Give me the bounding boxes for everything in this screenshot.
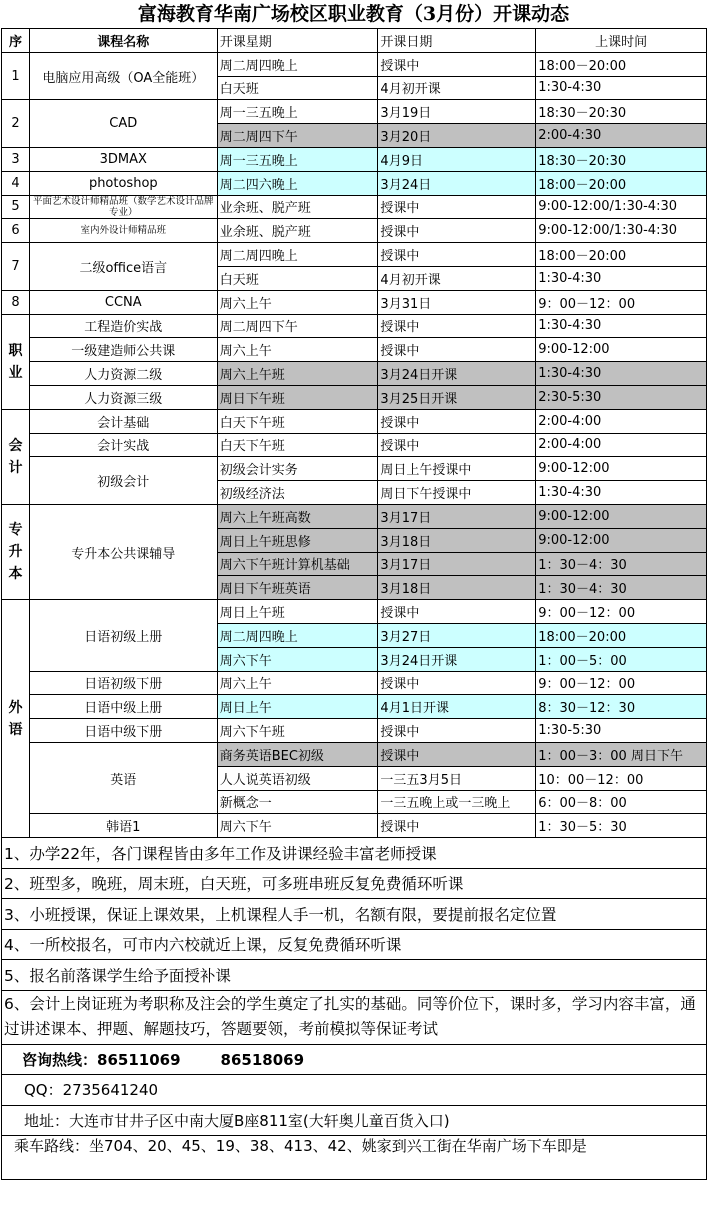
table-header-row xyxy=(2,29,707,53)
table-row xyxy=(2,719,707,743)
row-time: 1:30-4:30 xyxy=(536,314,707,338)
row-week: 周二周四下午 xyxy=(217,314,378,338)
hotline-phone-1: 86511069 xyxy=(97,1050,181,1069)
table-row xyxy=(2,338,707,362)
row-time: 2:30-5:30 xyxy=(536,385,707,409)
row-week: 人人说英语初级 xyxy=(217,766,378,790)
row-time: 8：30－12：30 xyxy=(536,695,707,719)
hotline-phone-2: 86518069 xyxy=(220,1050,305,1069)
row-time: 2:00-4:30 xyxy=(536,124,707,148)
row-course: 英语 xyxy=(29,742,217,813)
header-week: 开课星期 xyxy=(217,29,378,53)
note-item: 6、会计上岗证班为考职称及注会的学生奠定了扎实的基础。同等价位下，课时多，学习内容丰富，通过讲述课本、押题、解题技巧，答题要领，考前模拟等保证考试 xyxy=(2,990,707,1044)
row-course: CCNA xyxy=(29,290,217,314)
group-label: 职业 xyxy=(2,314,30,409)
row-date: 3月18日 xyxy=(378,528,536,552)
row-time: 9:00-12:00 xyxy=(536,338,707,362)
row-course: 日语中级下册 xyxy=(29,719,217,743)
note-row xyxy=(2,960,707,991)
note-row xyxy=(2,929,707,960)
row-date: 授课中 xyxy=(378,671,536,695)
row-date: 3月19日 xyxy=(378,100,536,124)
row-course: 人力资源二级 xyxy=(29,362,217,386)
row-date: 3月27日 xyxy=(378,623,536,647)
row-week: 周六上午 xyxy=(217,671,378,695)
row-date: 一三五3月5日 xyxy=(378,766,536,790)
note-item: 5、报名前落课学生给予面授补课 xyxy=(2,960,707,991)
row-time: 18:30－20:30 xyxy=(536,147,707,171)
row-time: 9:00-12:00 xyxy=(536,528,707,552)
group-label: 会计 xyxy=(2,409,30,504)
note-row xyxy=(2,990,707,1044)
row-time: 1：00－3：00 周日下午 xyxy=(536,742,707,766)
row-time: 2:00-4:00 xyxy=(536,409,707,433)
row-date: 授课中 xyxy=(378,719,536,743)
table-row xyxy=(2,243,707,267)
row-date: 4月9日 xyxy=(378,147,536,171)
row-course: 室内外设计师精品班 xyxy=(29,219,217,243)
page-title: 富海教育华南广场校区职业教育（3月份）开课动态 xyxy=(137,3,570,25)
row-seq: 1 xyxy=(2,52,30,100)
group-label: 外语 xyxy=(2,600,30,838)
header-course: 课程名称 xyxy=(29,29,217,53)
table-row xyxy=(2,219,707,243)
row-date: 授课中 xyxy=(378,219,536,243)
route-row xyxy=(2,1136,707,1180)
qq-row xyxy=(2,1075,707,1106)
row-seq: 7 xyxy=(2,243,30,291)
header-time: 上课时间 xyxy=(536,29,707,53)
table-row xyxy=(2,362,707,386)
row-course: 日语中级上册 xyxy=(29,695,217,719)
row-week: 白天下午班 xyxy=(217,433,378,457)
row-date: 授课中 xyxy=(378,338,536,362)
row-course: 会计基础 xyxy=(29,409,217,433)
row-course: 工程造价实战 xyxy=(29,314,217,338)
note-row xyxy=(2,868,707,899)
row-date: 授课中 xyxy=(378,195,536,219)
row-time: 1：30－4：30 xyxy=(536,552,707,576)
row-time: 1:30-4:30 xyxy=(536,362,707,386)
row-week: 周六下午 xyxy=(217,647,378,671)
row-course: 日语初级下册 xyxy=(29,671,217,695)
note-row xyxy=(2,838,707,869)
row-week: 周六上午 xyxy=(217,338,378,362)
row-seq: 4 xyxy=(2,171,30,195)
row-week: 周二四六晚上 xyxy=(217,171,378,195)
table-row xyxy=(2,457,707,481)
row-course: photoshop xyxy=(29,171,217,195)
note-item: 2、班型多，晚班，周末班，白天班，可多班串班反复免费循环听课 xyxy=(2,868,707,899)
qq-number: QQ：2735641240 xyxy=(2,1075,707,1106)
note-row xyxy=(2,899,707,930)
row-time: 1：30－5：30 xyxy=(536,814,707,838)
row-time: 18:00－20:00 xyxy=(536,623,707,647)
row-course: 初级会计 xyxy=(29,457,217,505)
row-date: 周日下午授课中 xyxy=(378,481,536,505)
row-time: 9:00-12:00/1:30-4:30 xyxy=(536,219,707,243)
address-row xyxy=(2,1105,707,1136)
row-time: 1：00－5：00 xyxy=(536,647,707,671)
table-row xyxy=(2,695,707,719)
table-row xyxy=(2,814,707,838)
row-week: 白天班 xyxy=(217,266,378,290)
row-date: 授课中 xyxy=(378,600,536,624)
row-time: 9:00-12:00/1:30-4:30 xyxy=(536,195,707,219)
header-seq: 序 xyxy=(2,29,30,53)
row-date: 授课中 xyxy=(378,433,536,457)
row-week: 新概念一 xyxy=(217,790,378,814)
row-date: 授课中 xyxy=(378,52,536,76)
note-item: 3、小班授课，保证上课效果，上机课程人手一机，名额有限，要提前报名定位置 xyxy=(2,899,707,930)
table-row xyxy=(2,100,707,124)
row-seq: 2 xyxy=(2,100,30,148)
row-week: 周日上午班思修 xyxy=(217,528,378,552)
row-date: 4月1日开课 xyxy=(378,695,536,719)
table-row xyxy=(2,290,707,314)
row-week: 周日下午班英语 xyxy=(217,576,378,600)
note-item: 4、一所校报名，可市内六校就近上课，反复免费循环听课 xyxy=(2,929,707,960)
row-time: 18:00－20:00 xyxy=(536,52,707,76)
group-label: 专升本 xyxy=(2,504,30,599)
table-row xyxy=(2,409,707,433)
table-row xyxy=(2,171,707,195)
row-date: 周日上午授课中 xyxy=(378,457,536,481)
table-row xyxy=(2,742,707,766)
hotline xyxy=(2,1044,707,1075)
row-time: 1:30-5:30 xyxy=(536,719,707,743)
row-date: 3月31日 xyxy=(378,290,536,314)
row-week: 周日上午 xyxy=(217,695,378,719)
table-row xyxy=(2,504,707,528)
table-row xyxy=(2,52,707,76)
row-date: 授课中 xyxy=(378,409,536,433)
hotline-row xyxy=(2,1044,707,1075)
note-item: 1、办学22年，各门课程皆由多年工作及讲课经验丰富老师授课 xyxy=(2,838,707,869)
row-time: 1:30-4:30 xyxy=(536,266,707,290)
row-time: 18:00－20:00 xyxy=(536,171,707,195)
row-date: 3月25日开课 xyxy=(378,385,536,409)
row-time: 2:00-4:00 xyxy=(536,433,707,457)
row-week: 业余班、脱产班 xyxy=(217,195,378,219)
address: 地址：大连市甘井子区中南大厦B座811室(大轩奥儿童百货入口) xyxy=(2,1105,707,1136)
row-week: 白天下午班 xyxy=(217,409,378,433)
row-date: 一三五晚上或一三晚上 xyxy=(378,790,536,814)
row-week: 周日上午班 xyxy=(217,600,378,624)
row-time: 9:00-12:00 xyxy=(536,504,707,528)
row-date: 3月17日 xyxy=(378,552,536,576)
row-week: 周六上午班 xyxy=(217,362,378,386)
table-row xyxy=(2,433,707,457)
row-week: 周六上午 xyxy=(217,290,378,314)
row-date: 3月18日 xyxy=(378,576,536,600)
row-course: 日语初级上册 xyxy=(29,600,217,671)
row-week: 周六下午班计算机基础 xyxy=(217,552,378,576)
row-date: 3月24日开课 xyxy=(378,647,536,671)
table-row xyxy=(2,147,707,171)
row-date: 授课中 xyxy=(378,814,536,838)
row-time: 1:30-4:30 xyxy=(536,76,707,100)
row-time: 9：00－12：00 xyxy=(536,290,707,314)
row-course: 人力资源三级 xyxy=(29,385,217,409)
row-week: 周二周四晚上 xyxy=(217,243,378,267)
row-time: 6：00－8：00 xyxy=(536,790,707,814)
row-date: 4月初开课 xyxy=(378,76,536,100)
row-seq: 6 xyxy=(2,219,30,243)
row-seq: 3 xyxy=(2,147,30,171)
row-course: 韩语1 xyxy=(29,814,217,838)
row-week: 周六下午班 xyxy=(217,719,378,743)
table-row xyxy=(2,314,707,338)
hotline-label: 咨询热线： xyxy=(22,1050,98,1069)
row-course: CAD xyxy=(29,100,217,148)
row-course: 专升本公共课辅导 xyxy=(29,504,217,599)
row-date: 授课中 xyxy=(378,314,536,338)
table-row xyxy=(2,385,707,409)
table-row xyxy=(2,671,707,695)
row-time: 18:00－20:00 xyxy=(536,243,707,267)
row-week: 周六上午班高数 xyxy=(217,504,378,528)
row-week: 商务英语BEC初级 xyxy=(217,742,378,766)
row-week: 周二周四晚上 xyxy=(217,623,378,647)
row-time: 1：30－4：30 xyxy=(536,576,707,600)
row-course: 电脑应用高级（OA全能班） xyxy=(29,52,217,100)
row-course: 3DMAX xyxy=(29,147,217,171)
row-date: 授课中 xyxy=(378,243,536,267)
row-time: 18:30－20:30 xyxy=(536,100,707,124)
row-time: 1:30-4:30 xyxy=(536,481,707,505)
row-course: 平面艺术设计师精品班（数学艺术设计品牌专业） xyxy=(29,195,217,219)
row-date: 3月17日 xyxy=(378,504,536,528)
schedule-table xyxy=(1,28,707,1180)
row-date: 4月初开课 xyxy=(378,266,536,290)
row-week: 周日下午班 xyxy=(217,385,378,409)
row-week: 初级会计实务 xyxy=(217,457,378,481)
row-week: 周一三五晚上 xyxy=(217,147,378,171)
row-week: 周六下午 xyxy=(217,814,378,838)
row-week: 周一三五晚上 xyxy=(217,100,378,124)
row-date: 3月24日开课 xyxy=(378,362,536,386)
row-week: 业余班、脱产班 xyxy=(217,219,378,243)
row-date: 3月20日 xyxy=(378,124,536,148)
row-course: 会计实战 xyxy=(29,433,217,457)
row-seq: 8 xyxy=(2,290,30,314)
row-date: 授课中 xyxy=(378,742,536,766)
row-course: 二级office语言 xyxy=(29,243,217,291)
row-seq: 5 xyxy=(2,195,30,219)
bus-route: 乘车路线：坐704、20、45、19、38、413、42、姚家到兴工街在华南广场下车即是 xyxy=(2,1136,707,1180)
row-week: 初级经济法 xyxy=(217,481,378,505)
row-course: 一级建造师公共课 xyxy=(29,338,217,362)
header-date: 开课日期 xyxy=(378,29,536,53)
table-row xyxy=(2,195,707,219)
row-date: 3月24日 xyxy=(378,171,536,195)
row-week: 周二周四晚上 xyxy=(217,52,378,76)
table-row xyxy=(2,600,707,624)
row-time: 9：00－12：00 xyxy=(536,600,707,624)
row-week: 周二周四下午 xyxy=(217,124,378,148)
row-time: 9:00-12:00 xyxy=(536,457,707,481)
row-time: 9：00－12：00 xyxy=(536,671,707,695)
row-week: 白天班 xyxy=(217,76,378,100)
row-time: 10：00－12：00 xyxy=(536,766,707,790)
